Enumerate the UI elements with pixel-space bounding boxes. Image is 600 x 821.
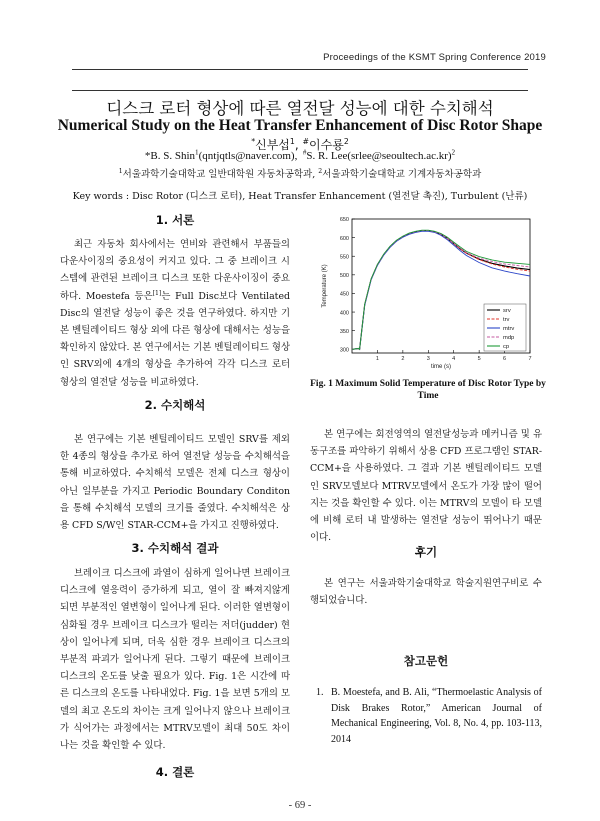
intro-paragraph xyxy=(60,236,290,391)
author2-name-ko: 이수룡 xyxy=(309,138,344,152)
reference-item xyxy=(316,685,542,747)
temperature-chart xyxy=(316,212,542,372)
x-tick-label: 4 xyxy=(452,356,456,362)
author1-email: (qntjqtls@naver.com), xyxy=(198,150,298,162)
results-continued-paragraph: 본 연구에는 회전영역의 열전달성능과 메커니즘 및 유동구조를 파악하기 위해서 상용 CFD 프로그램인 STAR-CCM+을 사용하였다. 그 결과 기본 벤틸레이티드 모델인 SRV모델보다 MTRV모델에서 온도가 가장 많이 떨어지는 것을 확인할 수 있다. 이는 MTRV의 모델이 타 모델에 비해 로터 내 발생하는 열전달 성능이 뛰어나기 때문이다. xyxy=(310,429,542,544)
intro-text-a: 최근 자동차 회사에서는 연비와 관련해서 부품들의 다운사이징의 중요성이 커지고 있다. 그 중 브레이크 시스템에 관련된 브레이크 디스크 또한 다운사이징이 중요하다. Moestefa 등은 xyxy=(60,239,290,302)
y-tick-label: 600 xyxy=(339,235,349,242)
keywords: Key words : Disc Rotor (디스크 로터), Heat Transfer Enhancement (열전달 촉진), Turbulent (난류) xyxy=(72,191,528,202)
header-rule xyxy=(72,69,528,70)
author1-name-en: *B. S. Shin xyxy=(144,150,196,162)
ack-body xyxy=(310,575,542,609)
page-number: - 69 - xyxy=(288,800,312,811)
y-tick-label: 450 xyxy=(339,291,349,298)
author-separator: , xyxy=(294,138,303,152)
x-tick-label: 5 xyxy=(477,356,481,362)
section-heading-intro: 1. 서론 xyxy=(155,213,195,227)
x-tick-label: 6 xyxy=(503,356,507,362)
legend-label-trv: trv xyxy=(503,317,510,323)
x-axis-label: time (s) xyxy=(431,364,451,370)
y-tick-label: 550 xyxy=(339,254,349,261)
title-rule xyxy=(72,90,528,91)
results-body xyxy=(60,565,290,754)
x-tick-label: 7 xyxy=(528,356,532,362)
affil2-sup: 2 xyxy=(318,167,323,175)
authors-english xyxy=(0,150,600,162)
x-tick-label: 2 xyxy=(401,356,405,362)
numerical-body xyxy=(60,431,290,534)
affiliations xyxy=(0,166,600,180)
author1-mark: * xyxy=(251,137,256,146)
reference-number: 1. xyxy=(316,687,324,698)
author1-sup-ko: 1 xyxy=(289,137,295,146)
y-tick-label: 650 xyxy=(339,217,349,224)
author1-sup-en: 1 xyxy=(195,148,199,157)
y-tick-label: 500 xyxy=(339,273,349,280)
intro-citation: [1] xyxy=(152,289,162,297)
author1-name-ko: 신부섭 xyxy=(255,138,290,152)
affil2-text: 서울과학기술대학교 기계자동차공학과 xyxy=(322,169,482,180)
legend-label-srv: srv xyxy=(503,308,511,314)
section-heading-ack: 후기 xyxy=(414,545,438,559)
results-paragraph: 브레이크 디스크에 과열이 심하게 일어나면 브레이크 디스크에 열응력이 증가하게 되고, 열이 잘 빠져지않게 되면 부분적인 열변형이 일어나게 된다. 이러한 열변형이 심화될 경우 브레이크 디스크가 떨리는 저더(judder) 현상이 일어나게 되며, 더욱 심한 경우 브레이크 디스크의 부분적 파괴가 일어나게 된다. 그렇기 때문에 브레이크 디스크의 온도를 낮출 필요가 있다. Fig. 1은 시간에 따른 디스크의 온도를 나타내었다. Fig. 1을 보면 5개의 모델의 최고 온도의 차이는 크게 일어나지 않으나 브레이크가 식어가는 과정에서는 MTRV모델이 최대 50도 차이나는 것을 확인할 수 있다. xyxy=(60,568,290,752)
legend-label-mtrv: mtrv xyxy=(503,326,515,332)
author2-sup-ko: 2 xyxy=(343,137,349,146)
affil1-sup: 1 xyxy=(118,167,123,175)
legend-label-cp: cp xyxy=(503,344,510,350)
reference-list xyxy=(316,685,542,747)
ack-paragraph: 본 연구는 서울과학기술대학교 학술지원연구비로 수행되었습니다. xyxy=(310,578,542,607)
section-heading-references: 참고문헌 xyxy=(403,654,449,668)
section-heading-numerical: 2. 수치해석 xyxy=(144,398,206,412)
x-tick-label: 1 xyxy=(375,356,379,362)
title-english: Numerical Study on the Heat Transfer Enhancement of Disc Rotor Shape xyxy=(57,117,543,134)
y-tick-label: 350 xyxy=(339,328,349,335)
reference-text: B. Moestefa, and B. Ali, “Thermoelastic Analysis of Disk Brakes Rotor,” American Journal of Mechanical Engineering, Vol. 8, No. 4, pp. 103-113, 2014 xyxy=(331,687,542,745)
x-tick-label: 3 xyxy=(426,356,430,362)
y-tick-label: 400 xyxy=(339,310,349,317)
intro-body xyxy=(60,236,290,391)
intro-text-b: 는 Full Disc보다 Ventilated Disc의 열전달 성능이 좋은 것을 연구하였다. 하지만 기본 벤틸레이티드 형상 외에 다른 형상에 대해서는 성능을 확인하지 않았다. 본 연구에서는 기본 벤틸레이티드 형상인 SRV외에 4개의 형상을 추가하여 각각 디스크 로터 형상의 열전달 성능을 비교하였다. xyxy=(60,290,290,388)
author2-mark: # xyxy=(302,137,310,146)
y-tick-label: 300 xyxy=(339,347,349,354)
section-heading-results: 3. 수치해석 결과 xyxy=(131,541,219,555)
figure-caption: Fig. 1 Maximum Solid Temperature of Disc Rotor Type by Time xyxy=(310,379,546,401)
y-axis-label: Temperature (K) xyxy=(322,264,328,308)
title-korean: 디스크 로터 형상에 따른 열전달 성능에 대한 수치해석 xyxy=(106,99,494,118)
author2-name-en: S. R. Lee(srlee@seoultech.ac.kr) xyxy=(306,150,452,162)
author2-sup-en: 2 xyxy=(451,148,456,157)
results-continued-body xyxy=(310,426,542,546)
affil1-text: 서울과학기술대학교 일반대학원 자동차공학과, xyxy=(122,169,316,180)
author2-mark-en: # xyxy=(302,148,307,157)
legend-label-mdp: mdp xyxy=(503,335,515,341)
numerical-paragraph: 본 연구에는 기본 벤틸레이티드 모델인 SRV를 제외한 4종의 형상을 추가로 하여 열전달 성능을 수치해석을 통해 비교하였다. 수치해석 모델은 전체 디스크 형상이 아닌 일부분을 가지고 Periodic Boundary Conditon을 통해 수치해석 모델의 크기를 줄였다. 수치해석은 상용 CFD S/W인 STAR-CCM+을 가지고 진행하였다. xyxy=(60,434,290,532)
chart-plot-layer xyxy=(322,217,532,370)
running-header: Proceedings of the KSMT Spring Conference 2019 xyxy=(323,52,546,63)
section-heading-conclusion: 4. 결론 xyxy=(155,765,195,779)
